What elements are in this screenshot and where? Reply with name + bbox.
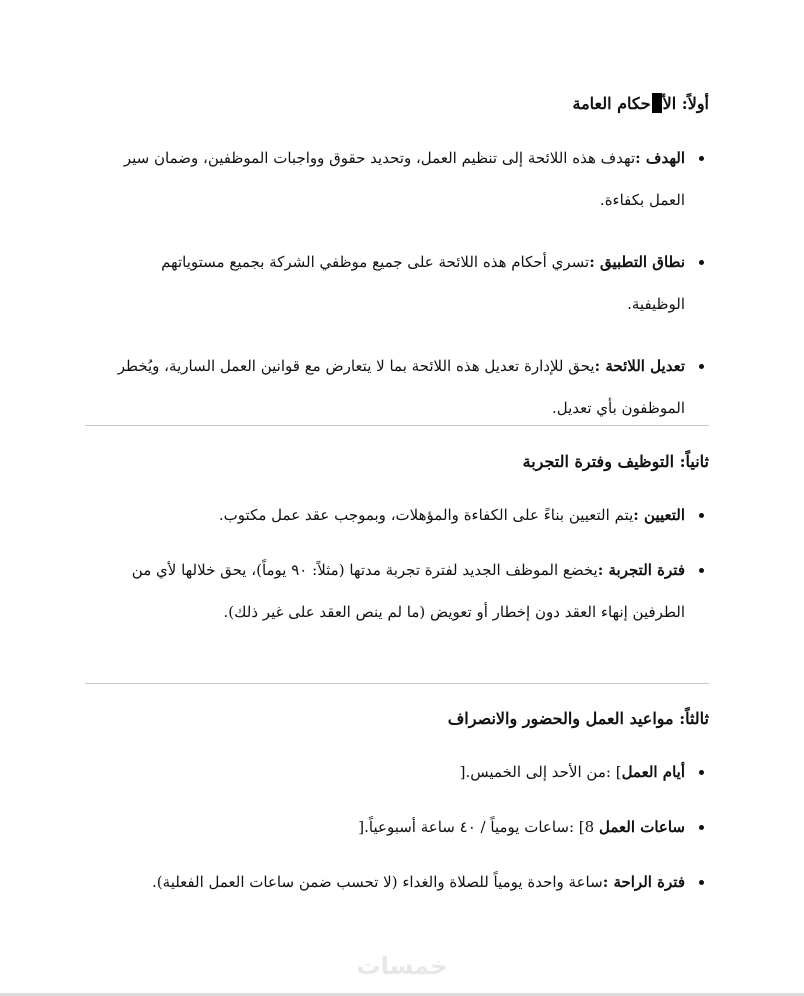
general-provisions-list bbox=[109, 137, 709, 429]
list-item bbox=[109, 861, 709, 903]
section-heading-working-hours: ثالثاً: مواعيد العمل والحضور والانصراف bbox=[447, 709, 709, 728]
item-term: فترة الراحة : bbox=[602, 873, 685, 891]
item-text: يحق للإدارة تعديل هذه اللائحة بما لا يتعارض مع قوانين العمل السارية، ويُخطر الموظفون بأي تعديل. bbox=[117, 357, 685, 417]
section-divider bbox=[85, 425, 709, 426]
list-item bbox=[109, 137, 709, 221]
section-heading-hiring-probation: ثانياً: التوظيف وفترة التجربة bbox=[522, 452, 709, 471]
item-text: 8] :ساعات يومياً / ٤٠ ساعة أسبوعياً.[ bbox=[358, 818, 599, 836]
item-text: ] :من الأحد إلى الخميس.[ bbox=[459, 763, 622, 781]
item-term: التعيين : bbox=[633, 506, 685, 524]
section-heading-general-provisions: أولاً: الأحكام العامة bbox=[572, 94, 709, 113]
text-cursor bbox=[652, 93, 662, 113]
list-item bbox=[109, 549, 709, 633]
item-text: ساعة واحدة يومياً للصلاة والغداء (لا تحسب ضمن ساعات العمل الفعلية). bbox=[152, 873, 603, 891]
list-item bbox=[109, 241, 709, 325]
working-hours-list bbox=[109, 751, 709, 903]
item-text: يتم التعيين بناءً على الكفاءة والمؤهلات، وبموجب عقد عمل مكتوب. bbox=[218, 506, 634, 524]
section-divider bbox=[85, 683, 709, 684]
item-text: يخضع الموظف الجديد لفترة تجربة مدتها (مثلاً: ٩٠ يوماً)، يحق خلالها لأي من الطرفين إنهاء العقد دون إخطار أو تعويض (ما لم ينص العقد على غير ذلك). bbox=[131, 561, 685, 621]
item-term: ساعات العمل bbox=[598, 818, 685, 836]
list-item bbox=[109, 345, 709, 429]
item-term: تعديل اللائحة : bbox=[594, 357, 685, 375]
item-term: نطاق التطبيق : bbox=[589, 253, 685, 271]
item-term: فترة التجربة : bbox=[597, 561, 685, 579]
watermark-logo: خمسات bbox=[356, 952, 448, 980]
list-item bbox=[109, 806, 709, 848]
list-item bbox=[109, 494, 709, 536]
hiring-probation-list bbox=[109, 494, 709, 633]
item-term: الهدف : bbox=[635, 149, 685, 167]
item-text: تسري أحكام هذه اللائحة على جميع موظفي الشركة بجميع مستوياتهم الوظيفية. bbox=[161, 253, 685, 313]
list-item bbox=[109, 751, 709, 793]
item-term: أيام العمل bbox=[621, 763, 685, 781]
item-text: تهدف هذه اللائحة إلى تنظيم العمل، وتحديد حقوق وواجبات الموظفين، وضمان سير العمل بكفاءة. bbox=[123, 149, 685, 209]
